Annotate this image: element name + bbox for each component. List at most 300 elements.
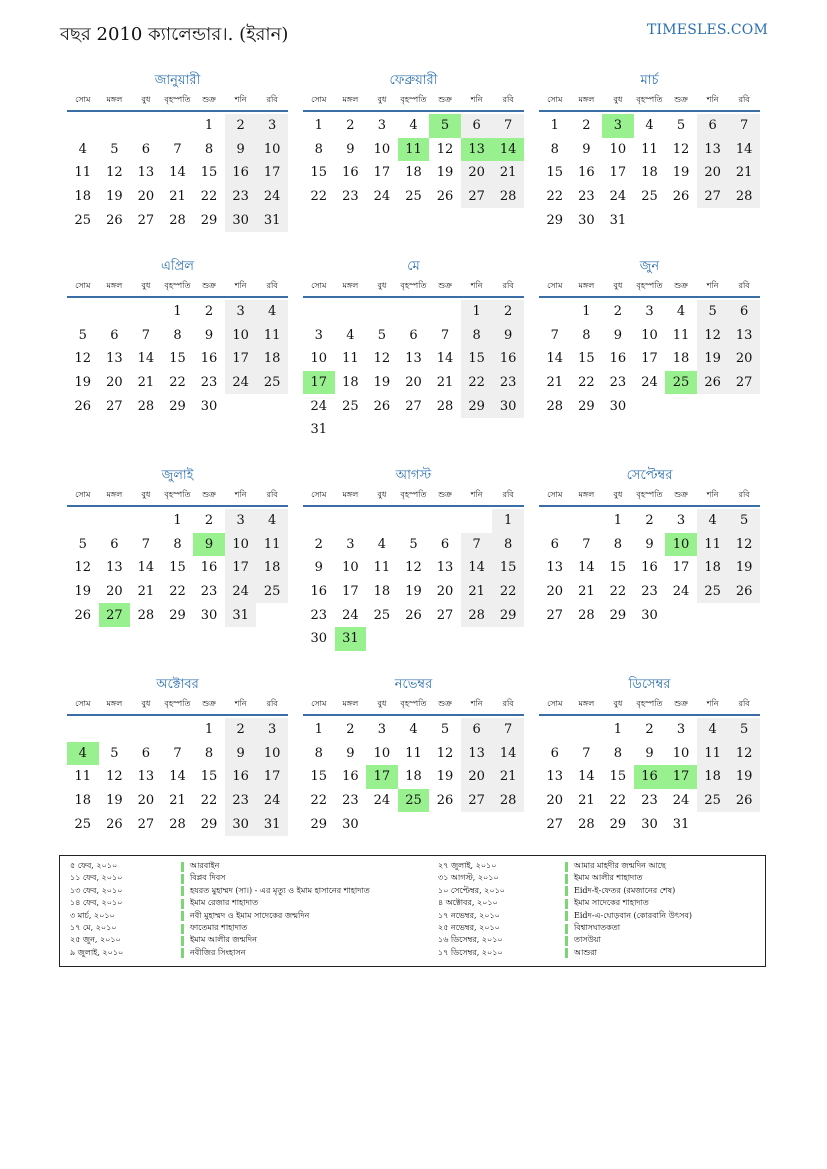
day-cell[interactable]: 26 [106, 212, 123, 228]
day-cell[interactable]: 25 [373, 607, 391, 623]
day-cell[interactable]: 12 [405, 560, 422, 576]
day-cell[interactable]: 2 [582, 118, 591, 134]
day-cell[interactable]: 10 [641, 327, 658, 343]
day-cell[interactable]: 6 [141, 745, 151, 761]
day-cell[interactable]: 11 [256, 324, 288, 348]
day-cell[interactable]: 26 [106, 816, 123, 832]
day-cell[interactable]: 15 [609, 560, 627, 576]
day-cell[interactable]: 21 [461, 580, 493, 604]
day-cell[interactable]: 16 [641, 560, 658, 576]
day-cell[interactable]: 6 [550, 536, 559, 552]
day-cell[interactable]: 12 [672, 141, 690, 157]
day-cell[interactable]: 12 [74, 560, 92, 576]
day-cell[interactable]: 3 [225, 300, 257, 324]
day-cell[interactable]: 7 [173, 745, 182, 761]
day-cell[interactable]: 27 [728, 371, 760, 395]
day-cell[interactable]: 11 [672, 327, 690, 343]
day-cell[interactable]: 22 [310, 793, 328, 809]
day-cell[interactable]: 7 [492, 718, 524, 742]
day-cell[interactable]: 28 [436, 398, 454, 414]
holiday-day-cell[interactable]: 10 [665, 533, 697, 557]
holiday-day-cell[interactable]: 25 [398, 789, 430, 813]
day-cell[interactable]: 3 [225, 509, 257, 533]
day-cell[interactable]: 11 [74, 165, 92, 181]
day-cell[interactable]: 21 [436, 375, 454, 391]
day-cell[interactable]: 15 [200, 165, 218, 181]
day-cell[interactable]: 15 [578, 351, 595, 367]
day-cell[interactable]: 22 [461, 371, 493, 395]
day-cell[interactable]: 1 [204, 118, 214, 134]
day-cell[interactable]: 25 [256, 371, 288, 395]
day-cell[interactable]: 26 [74, 398, 92, 414]
day-cell[interactable]: 15 [169, 560, 186, 576]
day-cell[interactable]: 12 [74, 351, 92, 367]
day-cell[interactable]: 5 [409, 536, 418, 552]
day-cell[interactable]: 8 [173, 327, 182, 343]
day-cell[interactable]: 20 [728, 347, 760, 371]
day-cell[interactable]: 10 [373, 141, 391, 157]
day-cell[interactable]: 22 [609, 584, 627, 600]
day-cell[interactable]: 24 [672, 793, 690, 809]
day-cell[interactable]: 2 [346, 722, 355, 738]
day-cell[interactable]: 9 [613, 327, 623, 343]
day-cell[interactable]: 29 [200, 816, 218, 832]
day-cell[interactable]: 14 [578, 769, 595, 785]
day-cell[interactable]: 19 [373, 375, 391, 391]
day-cell[interactable]: 26 [436, 793, 454, 809]
day-cell[interactable]: 18 [342, 375, 359, 391]
day-cell[interactable]: 16 [342, 769, 359, 785]
day-cell[interactable]: 23 [200, 375, 218, 391]
day-cell[interactable]: 24 [672, 584, 690, 600]
day-cell[interactable]: 23 [200, 584, 218, 600]
day-cell[interactable]: 19 [74, 584, 92, 600]
day-cell[interactable]: 26 [672, 189, 690, 205]
day-cell[interactable]: 4 [676, 304, 686, 320]
holiday-day-cell[interactable]: 17 [366, 765, 398, 789]
day-cell[interactable]: 28 [578, 607, 595, 623]
day-cell[interactable]: 8 [461, 324, 493, 348]
day-cell[interactable]: 6 [461, 114, 493, 138]
day-cell[interactable]: 22 [200, 189, 218, 205]
day-cell[interactable]: 16 [225, 161, 257, 185]
day-cell[interactable]: 20 [106, 375, 123, 391]
day-cell[interactable]: 24 [373, 189, 391, 205]
day-cell[interactable]: 15 [461, 347, 493, 371]
day-cell[interactable]: 19 [106, 793, 123, 809]
day-cell[interactable]: 27 [106, 398, 123, 414]
day-cell[interactable]: 13 [728, 324, 760, 348]
day-cell[interactable]: 4 [409, 118, 418, 134]
day-cell[interactable]: 26 [436, 189, 454, 205]
day-cell[interactable]: 8 [550, 141, 559, 157]
day-cell[interactable]: 15 [310, 769, 328, 785]
day-cell[interactable]: 20 [436, 584, 454, 600]
day-cell[interactable]: 23 [225, 185, 257, 209]
day-cell[interactable]: 6 [728, 300, 760, 324]
day-cell[interactable]: 1 [314, 118, 323, 134]
day-cell[interactable]: 4 [377, 536, 387, 552]
day-cell[interactable]: 20 [137, 793, 155, 809]
day-cell[interactable]: 17 [342, 584, 359, 600]
day-cell[interactable]: 3 [676, 722, 686, 738]
day-cell[interactable]: 21 [169, 793, 186, 809]
day-cell[interactable]: 15 [310, 165, 328, 181]
day-cell[interactable]: 7 [141, 536, 151, 552]
day-cell[interactable]: 24 [609, 189, 627, 205]
day-cell[interactable]: 24 [256, 185, 288, 209]
day-cell[interactable]: 18 [74, 793, 92, 809]
day-cell[interactable]: 20 [546, 793, 564, 809]
day-cell[interactable]: 5 [728, 718, 760, 742]
day-cell[interactable]: 23 [492, 371, 524, 395]
day-cell[interactable]: 31 [256, 208, 288, 232]
day-cell[interactable]: 5 [110, 141, 119, 157]
day-cell[interactable]: 6 [110, 327, 119, 343]
day-cell[interactable]: 9 [645, 536, 654, 552]
day-cell[interactable]: 2 [225, 718, 257, 742]
day-cell[interactable]: 30 [200, 398, 218, 414]
day-cell[interactable]: 7 [440, 327, 450, 343]
day-cell[interactable]: 14 [137, 560, 155, 576]
day-cell[interactable]: 24 [256, 789, 288, 813]
day-cell[interactable]: 5 [377, 327, 387, 343]
day-cell[interactable]: 21 [546, 375, 564, 391]
day-cell[interactable]: 7 [173, 141, 182, 157]
day-cell[interactable]: 12 [373, 351, 391, 367]
day-cell[interactable]: 8 [314, 141, 323, 157]
holiday-day-cell[interactable]: 11 [398, 138, 430, 162]
day-cell[interactable]: 2 [613, 304, 623, 320]
day-cell[interactable]: 5 [676, 118, 686, 134]
day-cell[interactable]: 20 [405, 375, 422, 391]
day-cell[interactable]: 13 [106, 351, 123, 367]
day-cell[interactable]: 26 [728, 789, 760, 813]
day-cell[interactable]: 12 [728, 533, 760, 557]
day-cell[interactable]: 11 [697, 533, 729, 557]
day-cell[interactable]: 13 [697, 138, 729, 162]
day-cell[interactable]: 14 [492, 742, 524, 766]
day-cell[interactable]: 11 [405, 745, 422, 761]
day-cell[interactable]: 21 [492, 765, 524, 789]
day-cell[interactable]: 20 [106, 584, 123, 600]
day-cell[interactable]: 19 [728, 556, 760, 580]
day-cell[interactable]: 30 [609, 398, 627, 414]
day-cell[interactable]: 22 [546, 189, 564, 205]
day-cell[interactable]: 3 [377, 722, 387, 738]
day-cell[interactable]: 3 [346, 536, 355, 552]
day-cell[interactable]: 17 [256, 161, 288, 185]
day-cell[interactable]: 7 [728, 114, 760, 138]
day-cell[interactable]: 8 [613, 536, 623, 552]
day-cell[interactable]: 14 [169, 165, 186, 181]
day-cell[interactable]: 11 [342, 351, 359, 367]
day-cell[interactable]: 17 [225, 556, 257, 580]
day-cell[interactable]: 10 [342, 560, 359, 576]
day-cell[interactable]: 26 [373, 398, 391, 414]
day-cell[interactable]: 22 [578, 375, 595, 391]
day-cell[interactable]: 8 [613, 745, 623, 761]
day-cell[interactable]: 30 [641, 816, 658, 832]
day-cell[interactable]: 9 [645, 745, 654, 761]
day-cell[interactable]: 19 [672, 165, 690, 181]
day-cell[interactable]: 16 [492, 347, 524, 371]
day-cell[interactable]: 23 [641, 584, 658, 600]
day-cell[interactable]: 10 [225, 324, 257, 348]
day-cell[interactable]: 9 [492, 324, 524, 348]
day-cell[interactable]: 27 [436, 607, 454, 623]
day-cell[interactable]: 29 [578, 398, 595, 414]
day-cell[interactable]: 12 [697, 324, 729, 348]
day-cell[interactable]: 28 [137, 398, 155, 414]
day-cell[interactable]: 5 [440, 722, 450, 738]
day-cell[interactable]: 23 [342, 793, 359, 809]
day-cell[interactable]: 27 [546, 816, 564, 832]
day-cell[interactable]: 2 [314, 536, 323, 552]
day-cell[interactable]: 18 [697, 765, 729, 789]
day-cell[interactable]: 19 [436, 165, 454, 181]
day-cell[interactable]: 26 [728, 580, 760, 604]
day-cell[interactable]: 10 [310, 351, 328, 367]
day-cell[interactable]: 4 [645, 118, 654, 134]
day-cell[interactable]: 20 [461, 161, 493, 185]
holiday-day-cell[interactable]: 9 [193, 533, 225, 557]
day-cell[interactable]: 25 [256, 580, 288, 604]
day-cell[interactable]: 1 [173, 304, 182, 320]
day-cell[interactable]: 20 [461, 765, 493, 789]
day-cell[interactable]: 13 [137, 769, 155, 785]
day-cell[interactable]: 29 [609, 816, 627, 832]
day-cell[interactable]: 7 [582, 745, 591, 761]
day-cell[interactable]: 1 [204, 722, 214, 738]
day-cell[interactable]: 15 [492, 556, 524, 580]
day-cell[interactable]: 12 [106, 769, 123, 785]
day-cell[interactable]: 23 [641, 793, 658, 809]
day-cell[interactable]: 17 [672, 560, 690, 576]
day-cell[interactable]: 21 [169, 189, 186, 205]
day-cell[interactable]: 26 [697, 371, 729, 395]
day-cell[interactable]: 26 [405, 607, 422, 623]
day-cell[interactable]: 16 [200, 560, 218, 576]
day-cell[interactable]: 21 [137, 584, 155, 600]
day-cell[interactable]: 28 [169, 212, 186, 228]
day-cell[interactable]: 1 [173, 513, 182, 529]
holiday-day-cell[interactable]: 31 [335, 627, 367, 651]
day-cell[interactable]: 24 [373, 793, 391, 809]
day-cell[interactable]: 2 [645, 722, 654, 738]
day-cell[interactable]: 19 [74, 375, 92, 391]
day-cell[interactable]: 28 [169, 816, 186, 832]
day-cell[interactable]: 15 [609, 769, 627, 785]
holiday-day-cell[interactable]: 5 [429, 114, 461, 138]
day-cell[interactable]: 24 [310, 398, 328, 414]
day-cell[interactable]: 7 [492, 114, 524, 138]
day-cell[interactable]: 22 [492, 580, 524, 604]
day-cell[interactable]: 26 [74, 607, 92, 623]
day-cell[interactable]: 9 [582, 141, 591, 157]
day-cell[interactable]: 2 [204, 513, 214, 529]
day-cell[interactable]: 23 [310, 607, 328, 623]
day-cell[interactable]: 10 [373, 745, 391, 761]
day-cell[interactable]: 1 [582, 304, 591, 320]
day-cell[interactable]: 31 [310, 422, 328, 438]
day-cell[interactable]: 18 [697, 556, 729, 580]
day-cell[interactable]: 18 [405, 165, 422, 181]
day-cell[interactable]: 18 [256, 556, 288, 580]
day-cell[interactable]: 23 [578, 189, 595, 205]
day-cell[interactable]: 28 [492, 185, 524, 209]
day-cell[interactable]: 31 [225, 603, 257, 627]
day-cell[interactable]: 16 [200, 351, 218, 367]
day-cell[interactable]: 30 [200, 607, 218, 623]
day-cell[interactable]: 8 [314, 745, 323, 761]
day-cell[interactable]: 14 [169, 769, 186, 785]
day-cell[interactable]: 30 [578, 212, 595, 228]
day-cell[interactable]: 7 [461, 533, 493, 557]
day-cell[interactable]: 21 [137, 375, 155, 391]
day-cell[interactable]: 6 [110, 536, 119, 552]
holiday-day-cell[interactable]: 17 [665, 765, 697, 789]
holiday-day-cell[interactable]: 25 [665, 371, 697, 395]
day-cell[interactable]: 25 [697, 580, 729, 604]
day-cell[interactable]: 5 [78, 327, 87, 343]
day-cell[interactable]: 28 [137, 607, 155, 623]
day-cell[interactable]: 21 [578, 793, 595, 809]
day-cell[interactable]: 29 [200, 212, 218, 228]
day-cell[interactable]: 27 [405, 398, 422, 414]
day-cell[interactable]: 2 [204, 304, 214, 320]
day-cell[interactable]: 16 [225, 765, 257, 789]
day-cell[interactable]: 8 [492, 533, 524, 557]
day-cell[interactable]: 19 [728, 765, 760, 789]
day-cell[interactable]: 29 [492, 603, 524, 627]
day-cell[interactable]: 25 [342, 398, 359, 414]
day-cell[interactable]: 11 [74, 769, 92, 785]
day-cell[interactable]: 30 [225, 812, 257, 836]
day-cell[interactable]: 15 [169, 351, 186, 367]
day-cell[interactable]: 20 [546, 584, 564, 600]
day-cell[interactable]: 3 [645, 304, 654, 320]
day-cell[interactable]: 6 [440, 536, 450, 552]
day-cell[interactable]: 2 [225, 114, 257, 138]
day-cell[interactable]: 28 [546, 398, 564, 414]
day-cell[interactable]: 4 [256, 300, 288, 324]
day-cell[interactable]: 8 [173, 536, 182, 552]
day-cell[interactable]: 25 [697, 789, 729, 813]
day-cell[interactable]: 14 [436, 351, 454, 367]
day-cell[interactable]: 28 [461, 603, 493, 627]
day-cell[interactable]: 12 [106, 165, 123, 181]
day-cell[interactable]: 18 [256, 347, 288, 371]
day-cell[interactable]: 9 [225, 742, 257, 766]
day-cell[interactable]: 24 [342, 607, 359, 623]
day-cell[interactable]: 20 [137, 189, 155, 205]
day-cell[interactable]: 18 [373, 584, 391, 600]
day-cell[interactable]: 3 [377, 118, 387, 134]
day-cell[interactable]: 1 [492, 509, 524, 533]
day-cell[interactable]: 24 [225, 580, 257, 604]
day-cell[interactable]: 2 [492, 300, 524, 324]
day-cell[interactable]: 8 [204, 141, 214, 157]
site-link[interactable]: TIMESLES.COM [647, 22, 768, 38]
day-cell[interactable]: 4 [697, 509, 729, 533]
day-cell[interactable]: 7 [550, 327, 559, 343]
day-cell[interactable]: 8 [582, 327, 591, 343]
day-cell[interactable]: 27 [461, 789, 493, 813]
day-cell[interactable]: 10 [609, 141, 627, 157]
day-cell[interactable]: 13 [405, 351, 422, 367]
day-cell[interactable]: 18 [405, 769, 422, 785]
holiday-day-cell[interactable]: 4 [67, 742, 99, 766]
holiday-day-cell[interactable]: 27 [99, 603, 131, 627]
day-cell[interactable]: 19 [106, 189, 123, 205]
day-cell[interactable]: 14 [137, 351, 155, 367]
day-cell[interactable]: 9 [346, 745, 355, 761]
day-cell[interactable]: 17 [256, 765, 288, 789]
day-cell[interactable]: 4 [346, 327, 355, 343]
day-cell[interactable]: 22 [200, 793, 218, 809]
day-cell[interactable]: 18 [74, 189, 92, 205]
day-cell[interactable]: 6 [409, 327, 418, 343]
day-cell[interactable]: 23 [225, 789, 257, 813]
day-cell[interactable]: 17 [609, 165, 627, 181]
day-cell[interactable]: 29 [310, 816, 328, 832]
day-cell[interactable]: 13 [546, 769, 564, 785]
day-cell[interactable]: 22 [169, 375, 186, 391]
day-cell[interactable]: 7 [582, 536, 591, 552]
day-cell[interactable]: 25 [641, 189, 658, 205]
day-cell[interactable]: 9 [314, 560, 323, 576]
day-cell[interactable]: 12 [728, 742, 760, 766]
day-cell[interactable]: 29 [169, 398, 186, 414]
day-cell[interactable]: 24 [641, 375, 658, 391]
day-cell[interactable]: 12 [436, 745, 454, 761]
day-cell[interactable]: 18 [672, 351, 690, 367]
day-cell[interactable]: 6 [697, 114, 729, 138]
day-cell[interactable]: 1 [613, 722, 623, 738]
day-cell[interactable]: 16 [609, 351, 627, 367]
day-cell[interactable]: 5 [78, 536, 87, 552]
day-cell[interactable]: 22 [310, 189, 328, 205]
day-cell[interactable]: 19 [405, 584, 422, 600]
day-cell[interactable]: 23 [609, 375, 627, 391]
day-cell[interactable]: 30 [225, 208, 257, 232]
day-cell[interactable]: 3 [676, 513, 686, 529]
day-cell[interactable]: 1 [314, 722, 323, 738]
day-cell[interactable]: 13 [461, 742, 493, 766]
day-cell[interactable]: 14 [461, 556, 493, 580]
day-cell[interactable]: 4 [256, 509, 288, 533]
day-cell[interactable]: 27 [546, 607, 564, 623]
day-cell[interactable]: 1 [550, 118, 559, 134]
day-cell[interactable]: 27 [137, 212, 155, 228]
day-cell[interactable]: 14 [728, 138, 760, 162]
day-cell[interactable]: 6 [141, 141, 151, 157]
day-cell[interactable]: 22 [609, 793, 627, 809]
day-cell[interactable]: 19 [436, 769, 454, 785]
day-cell[interactable]: 5 [728, 509, 760, 533]
day-cell[interactable]: 12 [436, 141, 454, 157]
day-cell[interactable]: 24 [225, 371, 257, 395]
day-cell[interactable]: 16 [310, 584, 328, 600]
holiday-day-cell[interactable]: 17 [303, 371, 335, 395]
day-cell[interactable]: 17 [641, 351, 658, 367]
day-cell[interactable]: 25 [74, 212, 92, 228]
day-cell[interactable]: 22 [169, 584, 186, 600]
day-cell[interactable]: 4 [78, 141, 87, 157]
day-cell[interactable]: 13 [137, 165, 155, 181]
day-cell[interactable]: 2 [346, 118, 355, 134]
